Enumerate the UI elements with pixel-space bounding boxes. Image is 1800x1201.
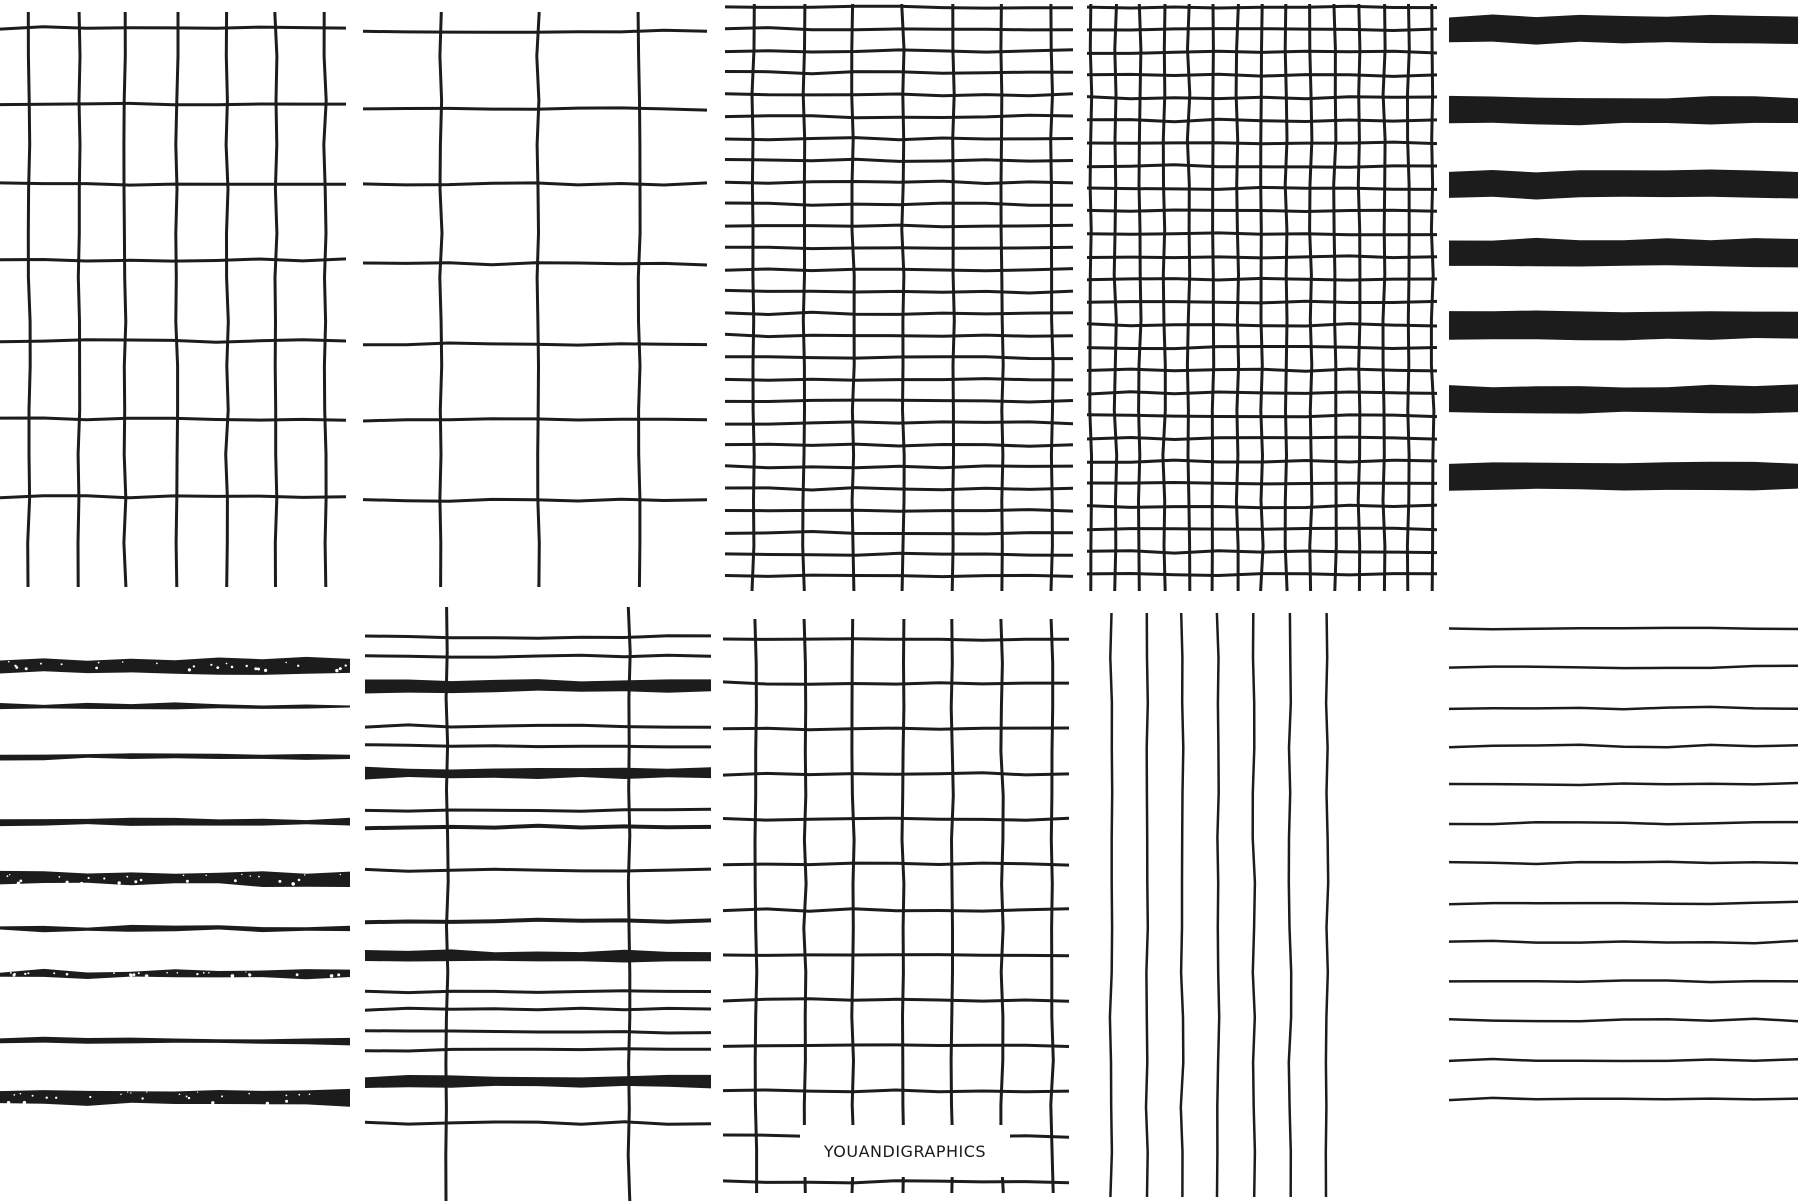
tile-3-grid-dense-rect — [723, 0, 1075, 595]
tile-6-brush-stripes — [0, 607, 352, 1201]
tile-10-horizontal-lines — [1449, 607, 1800, 1201]
tile-2-grid-wide — [363, 0, 713, 595]
watermark-label: YOUANDIGRAPHICS — [800, 1125, 1010, 1177]
tile-4-grid-small-square — [1087, 0, 1437, 595]
tile-9-vertical-lines — [1087, 607, 1437, 1201]
pattern-graphic — [363, 607, 713, 1201]
pattern-graphic — [1087, 607, 1437, 1201]
pattern-graphic — [1449, 0, 1800, 595]
pattern-graphic — [723, 607, 1075, 1201]
pattern-graphic — [0, 0, 352, 595]
tile-7-mixed-stripes-with-verticals — [363, 607, 713, 1201]
pattern-graphic — [363, 0, 713, 595]
tile-5-thick-stripes — [1449, 0, 1800, 595]
pattern-graphic — [0, 607, 352, 1201]
pattern-graphic — [1087, 0, 1437, 595]
pattern-graphic — [723, 0, 1075, 595]
tile-1-grid-medium — [0, 0, 352, 595]
tile-8-grid-medium-with-label — [723, 607, 1075, 1201]
pattern-graphic — [1449, 607, 1800, 1201]
